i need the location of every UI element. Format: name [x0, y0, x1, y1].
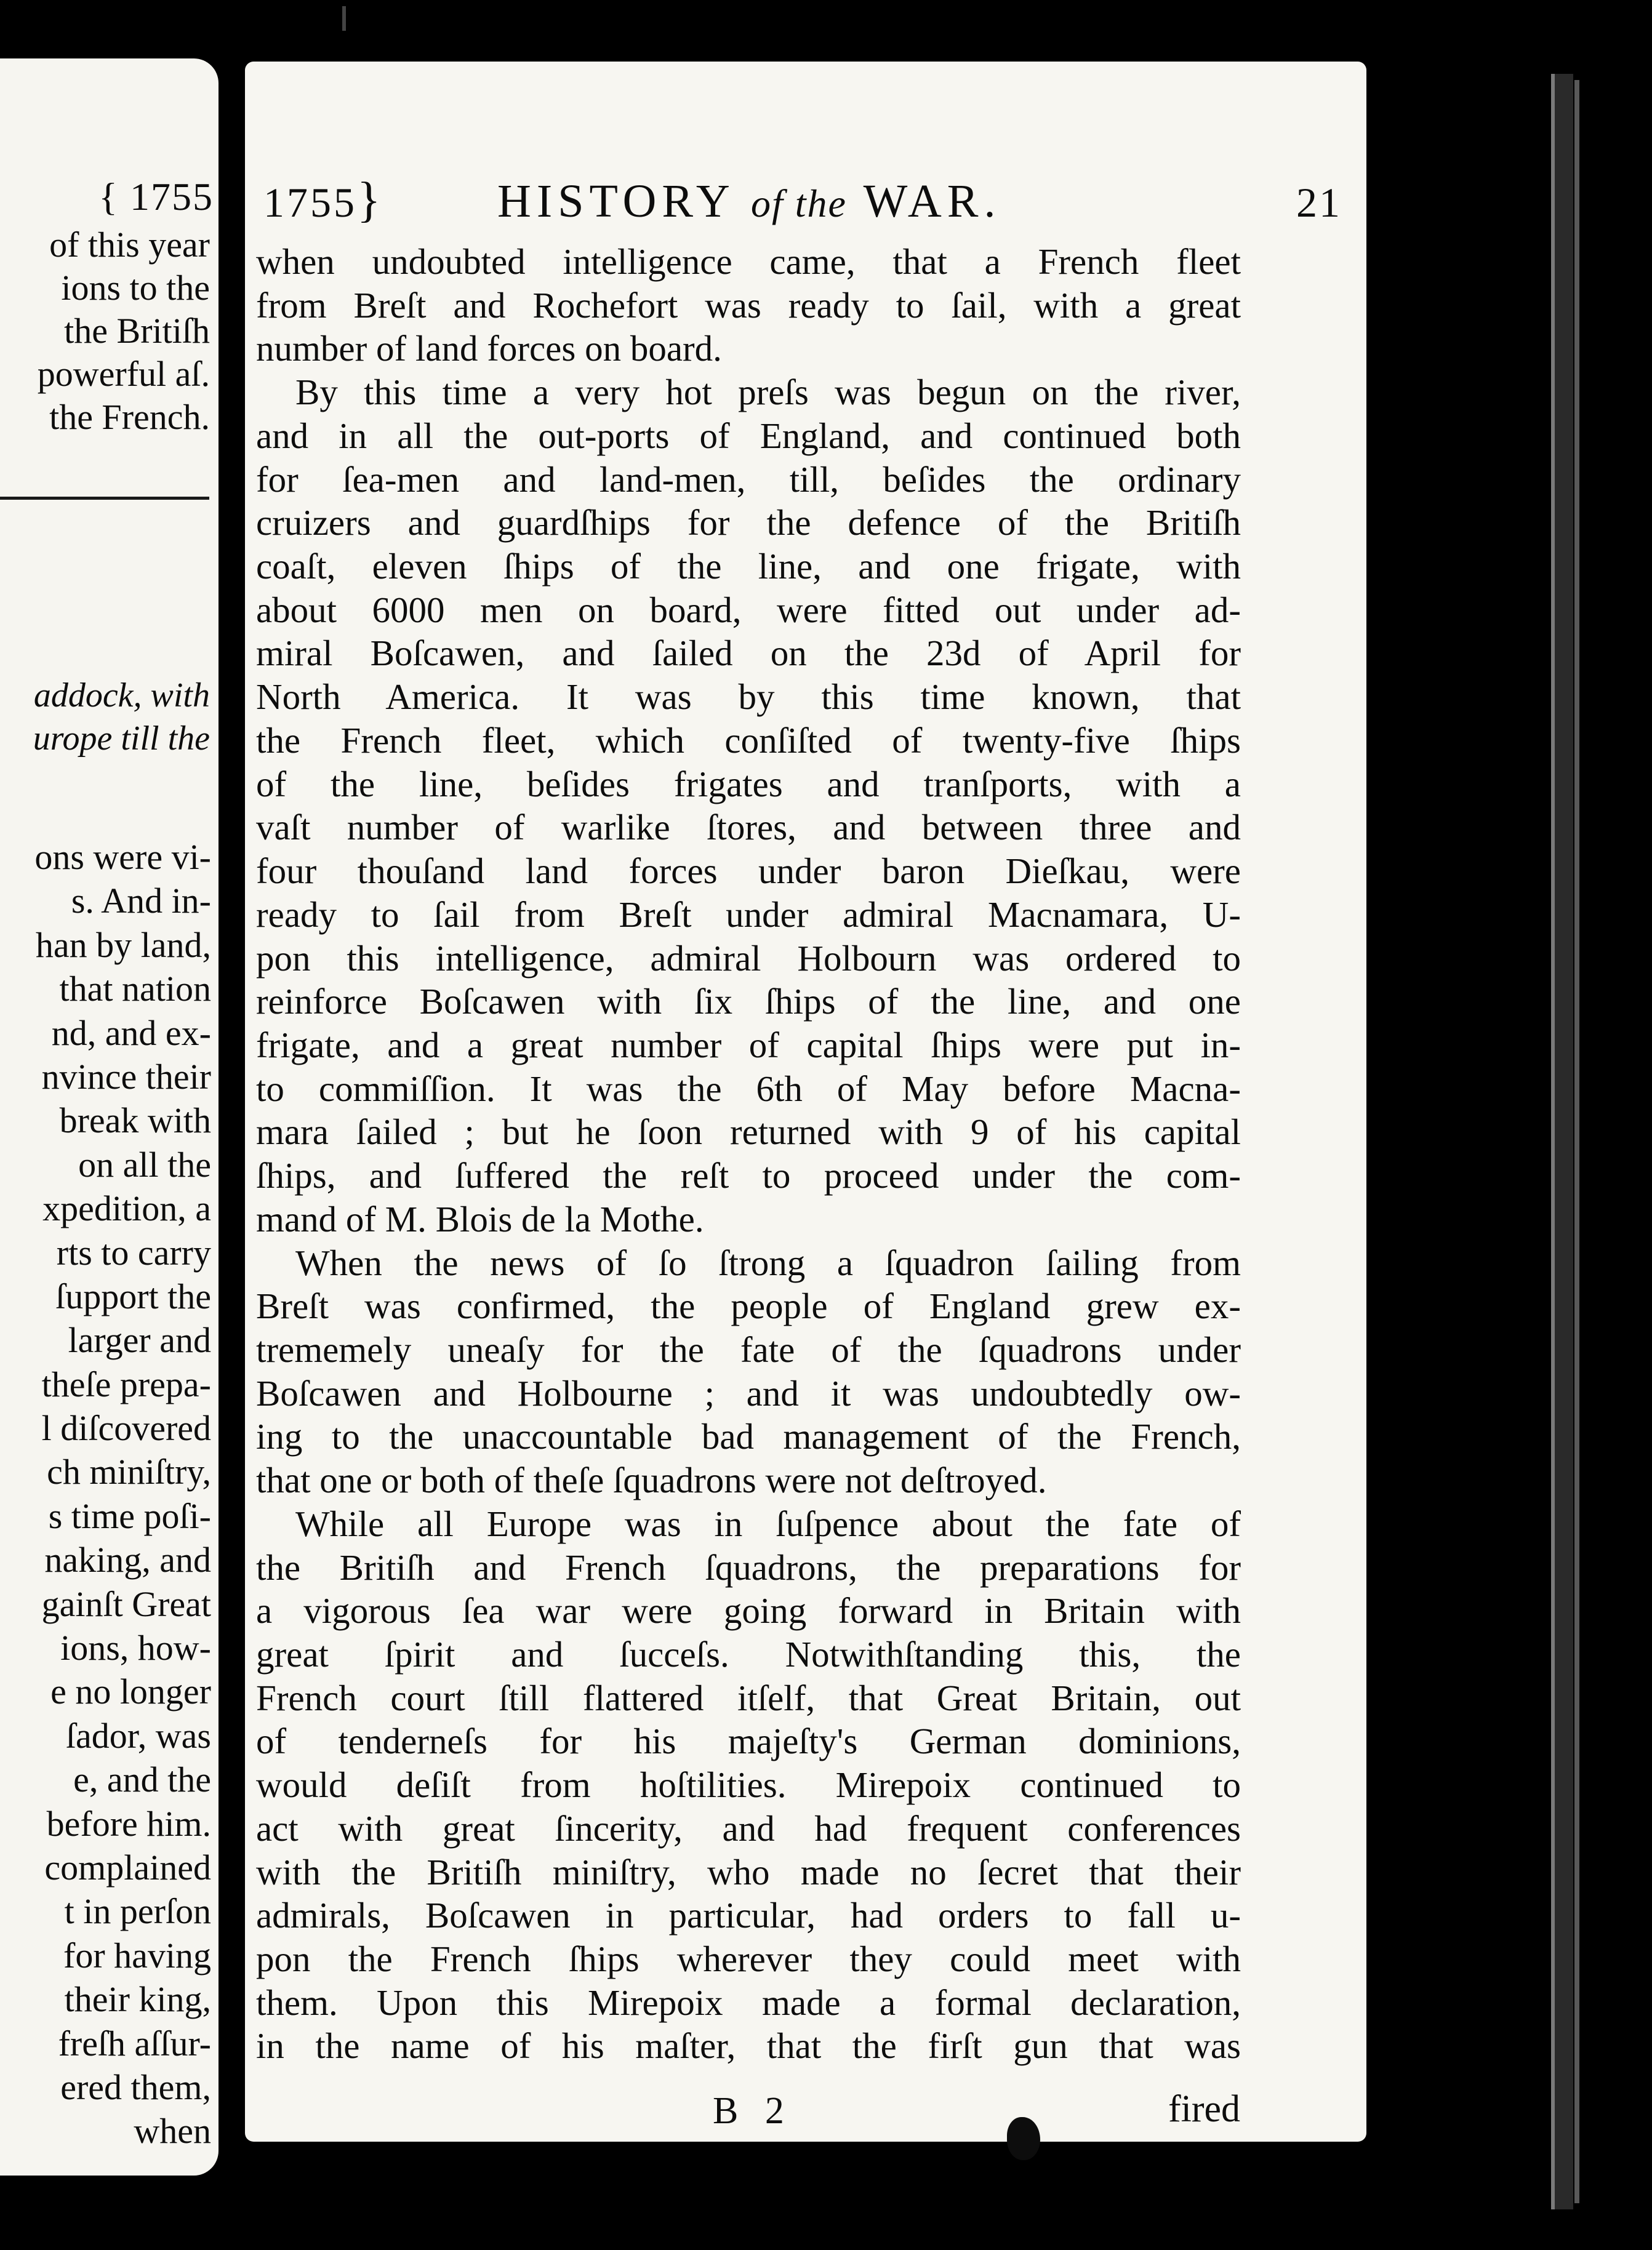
header-title-war: WAR.: [863, 175, 1001, 227]
ink-blot: [1007, 2117, 1040, 2160]
text-line: admirals, Boſcawen in particular, had orders to fall u-: [256, 1895, 1241, 1936]
text-line: the Britiſh and French ſquadrons, the preparations for: [256, 1547, 1241, 1588]
text-line: miral Boſcawen, and ſailed on the 23d of April for: [256, 633, 1241, 674]
text-line: to commiſſion. It was the 6th of May before Macna-: [256, 1068, 1241, 1109]
text-line: Boſcawen and Holbourne ; and it was undoubtedly ow-: [256, 1372, 1241, 1414]
left-italic-line: urope till the: [33, 719, 210, 758]
text-line: When the news of ſo ſtrong a ſquadron ſailing from: [295, 1242, 1241, 1283]
text-line: frigate, and a great number of capital ſhips were put in-: [256, 1024, 1241, 1065]
left-line: before him.: [46, 1803, 211, 1844]
text-line: and in all the out-ports of England, and continued both: [256, 415, 1241, 456]
left-line: han by land,: [35, 924, 211, 965]
body-text: [256, 240, 1241, 2068]
text-line: of the line, beſides frigates and tranſports, with a: [256, 763, 1241, 804]
left-line: ions to the: [61, 268, 210, 308]
text-line: Breſt was confirmed, the people of England grew ex-: [256, 1286, 1241, 1327]
text-line: four thouſand land forces under baron Dieſkau, were: [256, 851, 1241, 892]
left-line: ons were vi-: [34, 837, 211, 877]
text-line: act with great ſincerity, and had frequent conferences: [256, 1808, 1241, 1849]
header-title-history: HISTORY: [497, 175, 734, 227]
book-edge-inner: [1574, 80, 1579, 2203]
text-line: about 6000 men on board, were fitted out under ad-: [256, 589, 1241, 630]
text-line: ing to the unaccountable bad management of the French,: [256, 1416, 1241, 1457]
left-line: t in perſon: [64, 1891, 211, 1932]
left-line: rts to carry: [56, 1232, 211, 1273]
text-line: By this time a very hot preſs was begun on the river,: [295, 372, 1241, 413]
text-line: with the Britiſh miniſtry, who made no ſecret that their: [256, 1851, 1241, 1892]
left-line: break with: [59, 1100, 211, 1141]
left-page-lines-top: [38, 223, 210, 439]
left-line: of this year: [49, 225, 210, 265]
left-line: freſh aſſur-: [58, 2023, 211, 2064]
left-line: gainſt Great: [41, 1583, 211, 1624]
header-title: [497, 175, 1001, 228]
left-line: powerful aſ.: [37, 354, 210, 394]
text-line: French court ſtill flattered itſelf, that Great Britain, out: [256, 1677, 1241, 1718]
left-line: their king,: [64, 1979, 211, 2020]
text-line: North America. It was by this time known, that: [256, 676, 1241, 718]
left-line: ſupport the: [55, 1276, 211, 1316]
text-line: mara ſailed ; but he ſoon returned with 9 of his capital: [256, 1111, 1241, 1153]
left-page: [0, 58, 219, 2176]
left-line: ered them,: [60, 2067, 211, 2107]
left-line: the French.: [49, 397, 210, 437]
text-line: that one or both of theſe ſquadrons were not deſtroyed.: [256, 1460, 1047, 1501]
left-line: l diſcovered: [41, 1408, 211, 1449]
text-line: cruizers and guardſhips for the defence of the Britiſh: [256, 502, 1241, 543]
left-page-header: { 1755: [98, 175, 214, 218]
left-line: the Britiſh: [64, 311, 210, 351]
left-italic-line: addock, with: [33, 676, 210, 715]
left-line: s time poſi-: [48, 1495, 211, 1536]
running-header: [263, 173, 1347, 234]
left-line: when: [134, 2111, 211, 2152]
header-title-of-the: of the: [750, 182, 847, 225]
text-line: vaſt number of warlike ſtores, and between three and: [256, 807, 1241, 848]
left-line: nd, and ex-: [51, 1012, 211, 1053]
text-line: trememely uneaſy for the fate of the ſquadrons under: [256, 1329, 1241, 1370]
text-line: a vigorous ſea war were going forward in Britain with: [256, 1590, 1241, 1631]
left-line: ch miniſtry,: [47, 1452, 211, 1492]
text-line: reinforce Boſcawen with ſix ſhips of the line, and one: [256, 981, 1241, 1022]
text-line: mand of M. Blois de la Mothe.: [256, 1198, 704, 1239]
text-line: of tenderneſs for his majeſty's German dominions,: [256, 1721, 1241, 1762]
text-line: great ſpirit and ſucceſs. Notwithſtanding this, the: [256, 1634, 1241, 1675]
left-line: on all the: [78, 1144, 211, 1185]
text-line: when undoubted intelligence came, that a French fleet: [256, 241, 1241, 282]
left-line: that nation: [59, 969, 211, 1009]
left-line: naking, and: [44, 1540, 211, 1580]
left-line: xpedition, a: [42, 1188, 211, 1229]
text-line: would deſiſt from hoſtilities. Mirepoix continued to: [256, 1764, 1241, 1806]
left-line: e, and the: [73, 1760, 211, 1800]
text-line: for ſea-men and land-men, till, beſides the ordinary: [256, 458, 1241, 500]
text-line: them. Upon this Mirepoix made a formal declaration,: [256, 1982, 1241, 2023]
left-line: for having: [63, 1935, 211, 1976]
margin-mark: [342, 6, 346, 31]
left-line: e no longer: [50, 1671, 211, 1712]
text-line: the French fleet, which conſiſted of twenty-five ſhips: [256, 719, 1241, 761]
text-line: from Breſt and Rochefort was ready to ſail, with a great: [256, 284, 1241, 326]
header-brace: }: [357, 173, 381, 227]
page-number: 21: [1296, 179, 1342, 226]
text-line: ſhips, and ſuffered the reſt to proceed under the com-: [256, 1155, 1241, 1196]
left-line: ſador, was: [65, 1715, 211, 1756]
left-line: complained: [44, 1847, 211, 1888]
left-line: nvince their: [41, 1056, 211, 1097]
header-year: 1755: [263, 179, 357, 226]
left-line: theſe prepa-: [41, 1364, 211, 1404]
left-line: s. And in-: [71, 881, 211, 921]
text-line: coaſt, eleven ſhips of the line, and one frigate, with: [256, 546, 1241, 587]
left-page-rule: [0, 497, 209, 500]
text-line: ready to ſail from Breſt under admiral Macnamara, U-: [256, 894, 1241, 935]
signature-mark: B 2: [713, 2090, 793, 2132]
book-edge: [1551, 74, 1573, 2209]
text-line: in the name of his maſter, that the firſt gun that was: [256, 2025, 1241, 2067]
left-line: larger and: [68, 1320, 211, 1361]
right-page: [245, 62, 1366, 2142]
text-line: While all Europe was in ſuſpence about the fate of: [295, 1503, 1241, 1544]
catchword: fired: [1168, 2088, 1241, 2130]
text-line: number of land forces on board.: [256, 328, 722, 369]
left-line: ions, how-: [60, 1628, 211, 1668]
left-page-lines-body: [34, 835, 211, 2153]
left-page-italic-lines: [33, 674, 210, 760]
text-line: pon the French ſhips wherever they could meet with: [256, 1939, 1241, 1980]
text-line: pon this intelligence, admiral Holbourn was ordered to: [256, 937, 1241, 979]
